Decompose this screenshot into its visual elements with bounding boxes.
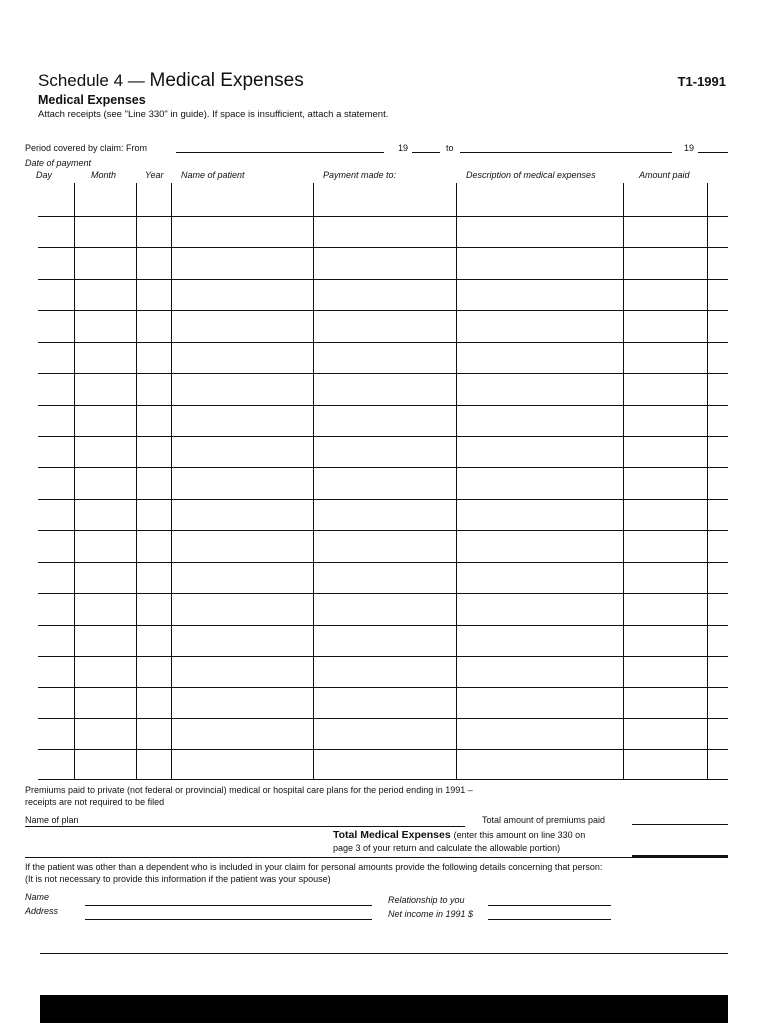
- patient-info-text-2: (It is not necessary to provide this information if the patient was your spouse): [25, 874, 331, 884]
- name-of-plan-label: Name of plan: [25, 815, 79, 825]
- section-divider: [25, 857, 728, 858]
- period-label: Period covered by claim: From: [25, 143, 148, 153]
- table-row[interactable]: [38, 373, 728, 374]
- period-from-year-field[interactable]: [412, 152, 440, 153]
- col-year-header: Year: [145, 170, 164, 180]
- col-divider-patient: [313, 183, 314, 780]
- name-field[interactable]: [85, 905, 372, 906]
- form-number: T1-1991: [677, 74, 726, 89]
- total-medical-expenses: [333, 829, 585, 841]
- col-day-header: Day: [36, 170, 53, 180]
- patient-info-text-1: If the patient was other than a dependent who is included in your claim for personal amounts provide the following details concerning that person:: [25, 862, 603, 872]
- total-note-2: page 3 of your return and calculate the allowable portion): [333, 843, 561, 853]
- table-row[interactable]: [38, 625, 728, 626]
- table-row[interactable]: [38, 436, 728, 437]
- period-year-prefix-1: 19: [398, 143, 409, 153]
- table-row[interactable]: [38, 247, 728, 248]
- col-divider-cents: [707, 183, 708, 780]
- table-row[interactable]: [38, 216, 728, 217]
- col-divider-month: [136, 183, 137, 780]
- schedule-title: Medical Expenses: [149, 70, 304, 91]
- table-row[interactable]: [38, 467, 728, 468]
- instruction-text: Attach receipts (see "Line 330" in guide). If space is insufficient, attach a statement.: [38, 109, 389, 120]
- relationship-field[interactable]: [488, 905, 611, 906]
- col-amount-header: Amount paid: [639, 170, 690, 180]
- table-row[interactable]: [38, 342, 728, 343]
- schedule-label: Schedule 4 —: [38, 71, 145, 90]
- premiums-text-1: Premiums paid to private (not federal or provincial) medical or hospital care plans for the period ending in 1991 –: [25, 785, 473, 795]
- col-divider-payment-to: [456, 183, 457, 780]
- total-premiums-field[interactable]: [632, 824, 728, 825]
- total-label: Total Medical Expenses: [333, 829, 451, 841]
- col-patient-header: Name of patient: [181, 170, 245, 180]
- table-row[interactable]: [38, 499, 728, 500]
- table-row[interactable]: [38, 279, 728, 280]
- col-divider-year: [171, 183, 172, 780]
- bottom-black-bar: [40, 995, 728, 1023]
- col-divider-day: [74, 183, 75, 780]
- table-row[interactable]: [38, 687, 728, 688]
- table-row[interactable]: [38, 405, 728, 406]
- table-row[interactable]: [38, 593, 728, 594]
- total-premiums-label: Total amount of premiums paid: [482, 815, 606, 825]
- name-label: Name: [25, 892, 50, 902]
- table-row[interactable]: [38, 562, 728, 563]
- table-row[interactable]: [38, 530, 728, 531]
- address-field[interactable]: [85, 919, 372, 920]
- table-bottom-line: [38, 779, 728, 780]
- relationship-label: Relationship to you: [388, 895, 465, 905]
- total-note-1: (enter this amount on line 330 on: [453, 830, 586, 840]
- period-year-prefix-2: 19: [684, 143, 695, 153]
- period-to-year-field[interactable]: [698, 152, 728, 153]
- period-to-label: to: [446, 143, 454, 153]
- col-description-header: Description of medical expenses: [466, 170, 596, 180]
- bottom-rule: [40, 953, 728, 954]
- net-income-label: Net income in 1991 $: [388, 909, 474, 919]
- address-label: Address: [25, 906, 59, 916]
- table-row[interactable]: [38, 749, 728, 750]
- name-of-plan-field[interactable]: [25, 826, 465, 827]
- period-from-field[interactable]: [176, 152, 384, 153]
- col-divider-description: [623, 183, 624, 780]
- page-title: [38, 70, 304, 92]
- premiums-text-2: receipts are not required to be filed: [25, 797, 165, 807]
- date-of-payment-header: Date of payment: [25, 158, 92, 168]
- table-row[interactable]: [38, 656, 728, 657]
- table-row[interactable]: [38, 310, 728, 311]
- table-row[interactable]: [38, 718, 728, 719]
- col-month-header: Month: [91, 170, 117, 180]
- period-to-field[interactable]: [460, 152, 672, 153]
- col-payment-to-header: Payment made to:: [323, 170, 397, 180]
- section-subtitle: Medical Expenses: [38, 93, 146, 107]
- net-income-field[interactable]: [488, 919, 611, 920]
